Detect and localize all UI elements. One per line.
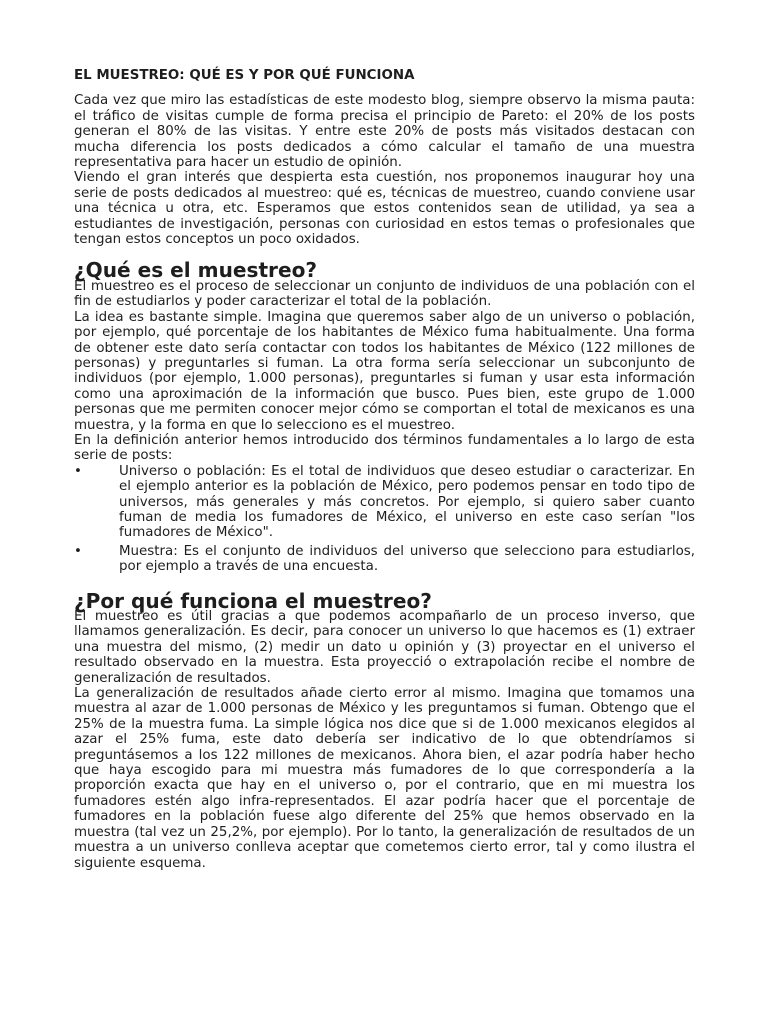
definition-text: Universo o población: Es el total de individuos que deseo estudiar o caracterizar. En el ejemplo anterior es la población de México, pero podemos pensar en todo tipo de universos, más generales y más concretos. Por ejemplo, si quiero saber cuanto fuman de media los fumadores de México, el universo en este caso serían "los fumadores de México". [119, 463, 695, 541]
body-paragraph: El muestreo es útil gracias a que podemos acompañarlo de un proceso inverso, que llamamos generalización. Es decir, para conocer un universo lo que hacemos es (1) extraer una muestra del mismo, (2) medir un dato u opinión y (3) proyectar en el universo el resultado observado en la muestra. Esta proyecció o extrapolación recibe el nombre de generalización de resultados. [74, 609, 695, 686]
body-paragraph: El muestreo es el proceso de seleccionar un conjunto de individuos de una población con el fin de estudiarlos y poder caracterizar el total de la población. [74, 278, 695, 310]
definition-text: Muestra: Es el conjunto de individuos del universo que selecciono para estudiarlos, por ejemplo a través de una encuesta. [119, 543, 695, 575]
definition-item-sample [74, 544, 695, 575]
definition-item-universe [74, 464, 695, 541]
bullet-icon: • [74, 463, 82, 479]
intro-paragraph: Cada vez que miro las estadísticas de este modesto blog, siempre observo la misma pauta: el tráfico de visitas cumple de forma precisa el principio de Pareto: el 20% de los posts generan el 80% de las visitas. Y entre este 20% de posts más visitados destacan con mucha diferencia los posts dedicados a cómo calcular el tamaño de una muestra representativa para hacer un estudio de opinión. [74, 93, 695, 171]
document-title: EL MUESTREO: QUÉ ES Y POR QUÉ FUNCIONA [74, 68, 415, 83]
body-paragraph: En la definición anterior hemos introducido dos términos fundamentales a lo largo de esta serie de posts: [74, 432, 695, 464]
section-heading-why-sampling-works: ¿Por qué funciona el muestreo? [74, 588, 432, 613]
intro-paragraph: Viendo el gran interés que despierta esta cuestión, nos proponemos inaugurar hoy una serie de posts dedicados al muestreo: qué es, técnicas de muestreo, cuando conviene usar una técnica u otra, etc. Esperamos que estos contenidos sean de utilidad, ya sea a estudiantes de investigación, personas con curiosidad en estos temas o profesionales que tengan estos conceptos un poco oxidados. [74, 170, 695, 248]
bullet-icon: • [74, 543, 82, 559]
definition-list [74, 464, 695, 575]
document-page [74, 68, 695, 871]
body-paragraph: La generalización de resultados añade cierto error al mismo. Imagina que tomamos una muestra al azar de 1.000 personas de México y les preguntamos si fuman. Obtengo que el 25% de la muestra fuma. La simple lógica nos dice que si de 1.000 mexicanos elegidos al azar el 25% fuma, este dato debería ser indicativo de lo que obtendríamos si preguntásemos a los 122 millones de mexicanos. Ahora bien, el azar podría haber hecho que haya escogido para mi muestra más fumadores de lo que correspondería a la proporción exacta que hay en el universo o, por el contrario, que en mi muestra los fumadores estén algo infra-representados. El azar podría hacer que el porcentaje de fumadores en la población fuese algo diferente del 25% que hemos observado en la muestra (tal vez un 25,2%, por ejemplo). Por lo tanto, la generalización de resultados de un muestra a un universo conlleva aceptar que cometemos cierto error, tal y como ilustra el siguiente esquema. [74, 686, 695, 871]
section-heading-what-is-sampling: ¿Qué es el muestreo? [74, 258, 318, 283]
body-paragraph: La idea es bastante simple. Imagina que queremos saber algo de un universo o población, por ejemplo, qué porcentaje de los habitantes de México fuma habitualmente. Una forma de obtener este dato sería contactar con todos los habitantes de México (122 millones de personas) y preguntarles si fuman. La otra forma sería seleccionar un subconjunto de individuos (por ejemplo, 1.000 personas), preguntarles si fuman y usar esta información como una aproximación de la información que busco. Pues bien, este grupo de 1.000 personas que me permiten conocer mejor cómo se comportan el total de mexicanos es una muestra, y la forma en que lo selecciono es el muestreo. [74, 309, 695, 433]
